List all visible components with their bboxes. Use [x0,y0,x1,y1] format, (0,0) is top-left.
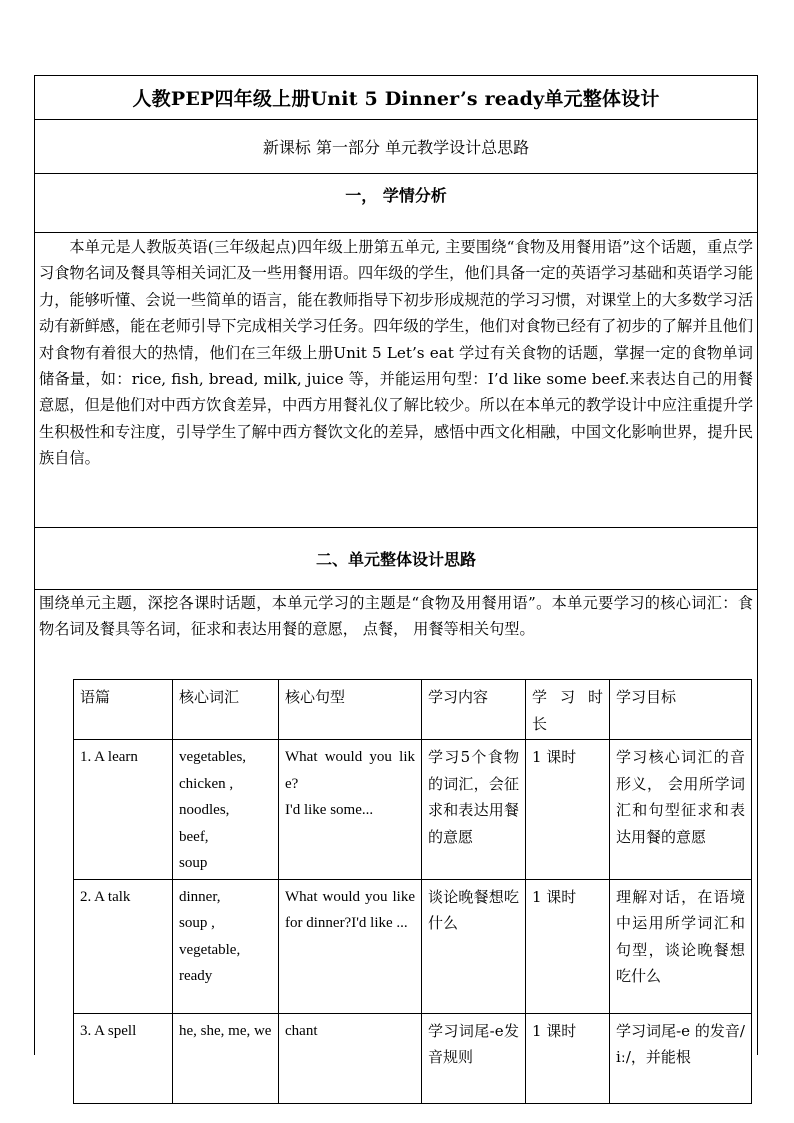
table-row [74,879,752,1013]
sentence-line: What would you like for dinner?I'd like ... [285,888,415,931]
cell-text: 1. A learn [74,740,173,880]
vocab-word: noodles, [179,802,230,818]
vocab-word: soup , [179,915,215,931]
vocab-word: chicken , [179,775,234,792]
table-row [74,1013,752,1103]
vocab-word: soup [179,855,208,871]
section2-paragraph: 围绕单元主题，深挖各课时话题，本单元学习的主题是“食物及用餐用语”。本单元要学习的核心词汇：食物名词及餐具等名词，征求和表达用餐的意愿， 点餐， 用餐等相关句型。 [39,594,753,639]
vocab-word: ready [179,968,213,984]
table-row [74,740,752,880]
header-cell: 核心句型 [279,680,422,740]
document-title: 人教PEP四年级上册Unit 5 Dinner’s ready单元整体设计 [132,88,660,110]
header-cell: 核心词汇 [173,680,279,740]
cell-goal: 理解对话，在语境中运用所学词汇和句型，谈论晚餐想吃什么 [610,879,752,1013]
vocab-word: dinner, [179,888,221,905]
section1-heading: 一， 学情分析 [345,185,447,205]
cell-sentence [279,1013,422,1103]
cell-duration: 1 课时 [526,879,610,1013]
cell-text: 3. A spell [74,1013,173,1103]
cell-sentence [279,740,422,880]
cell-text: 2. A talk [74,879,173,1013]
cell-content: 学习词尾-e发音规则 [422,1013,526,1103]
sentence-line: chant [285,1022,318,1039]
header-cell: 学 习 时 长 [526,680,610,740]
vocab-word: beef, [179,828,209,845]
cell-vocab [173,879,279,1013]
section2-heading: 二、单元整体设计思路 [315,549,476,569]
sentence-line: What would you like? [285,749,415,792]
cell-vocab [173,740,279,880]
cell-duration: 1 课时 [526,1013,610,1103]
table-header-row [74,680,752,740]
cell-content: 学习5个食物的词汇，会征求和表达用餐的意愿 [422,740,526,880]
cell-goal: 学习词尾-e 的发音/iː/，并能根 [610,1013,752,1103]
cell-content: 谈论晚餐想吃什么 [422,879,526,1013]
header-cell: 学习内容 [422,680,526,740]
vocab-word: vegetable, [179,941,241,958]
sentence-line: I'd like some... [285,802,374,818]
unit-plan-table [73,679,752,1104]
document-frame [34,75,758,1066]
vocab-word: he, she, me, we [179,1022,272,1039]
cell-sentence [279,879,422,1013]
document-subtitle: 新课标 第一部分 单元教学设计总思路 [262,138,530,157]
header-cell: 语篇 [74,680,173,740]
header-cell: 学习目标 [610,680,752,740]
section1-paragraph: 本单元是人教版英语(三年级起点)四年级上册第五单元, 主要围绕“食物及用餐用语”这个话题，重点学习食物名词及餐具等相关词汇及一些用餐用语。四年级的学生，他们具备一定的英语学习基础和英语学习能力，能够听懂、会说一些简单的语言，能在教师指导下初步形成规范的学习习惯，对课堂上的大多数学习活动有新鲜感，能在老师引导下完成相关学习任务。四年级的学生，他们对食物已经有了初步的了解并且他们对食物有着很大的热情，他们在三年级上册Unit 5 Let’s eat 学过有关食物的话题，掌握一定的食物单词储备量，如：rice, fish, bread, milk, juice 等，并能运用句型：I’d like some beef.来表达自己的用餐意愿，但是他们对中西方饮食差异，中西方用餐礼仪了解比较少。所以在本单元的教学设计中应注重提升学生积极性和专注度，引导学生了解中西方餐饮文化的差异，感悟中西文化相融，中国文化影响世界，提升民族自信。 [39,238,753,468]
cell-vocab [173,1013,279,1103]
vocab-word: vegetables, [179,749,247,765]
cell-duration: 1 课时 [526,740,610,880]
cell-goal: 学习核心词汇的音形义， 会用所学词汇和句型征求和表达用餐的意愿 [610,740,752,880]
divider [35,232,757,233]
